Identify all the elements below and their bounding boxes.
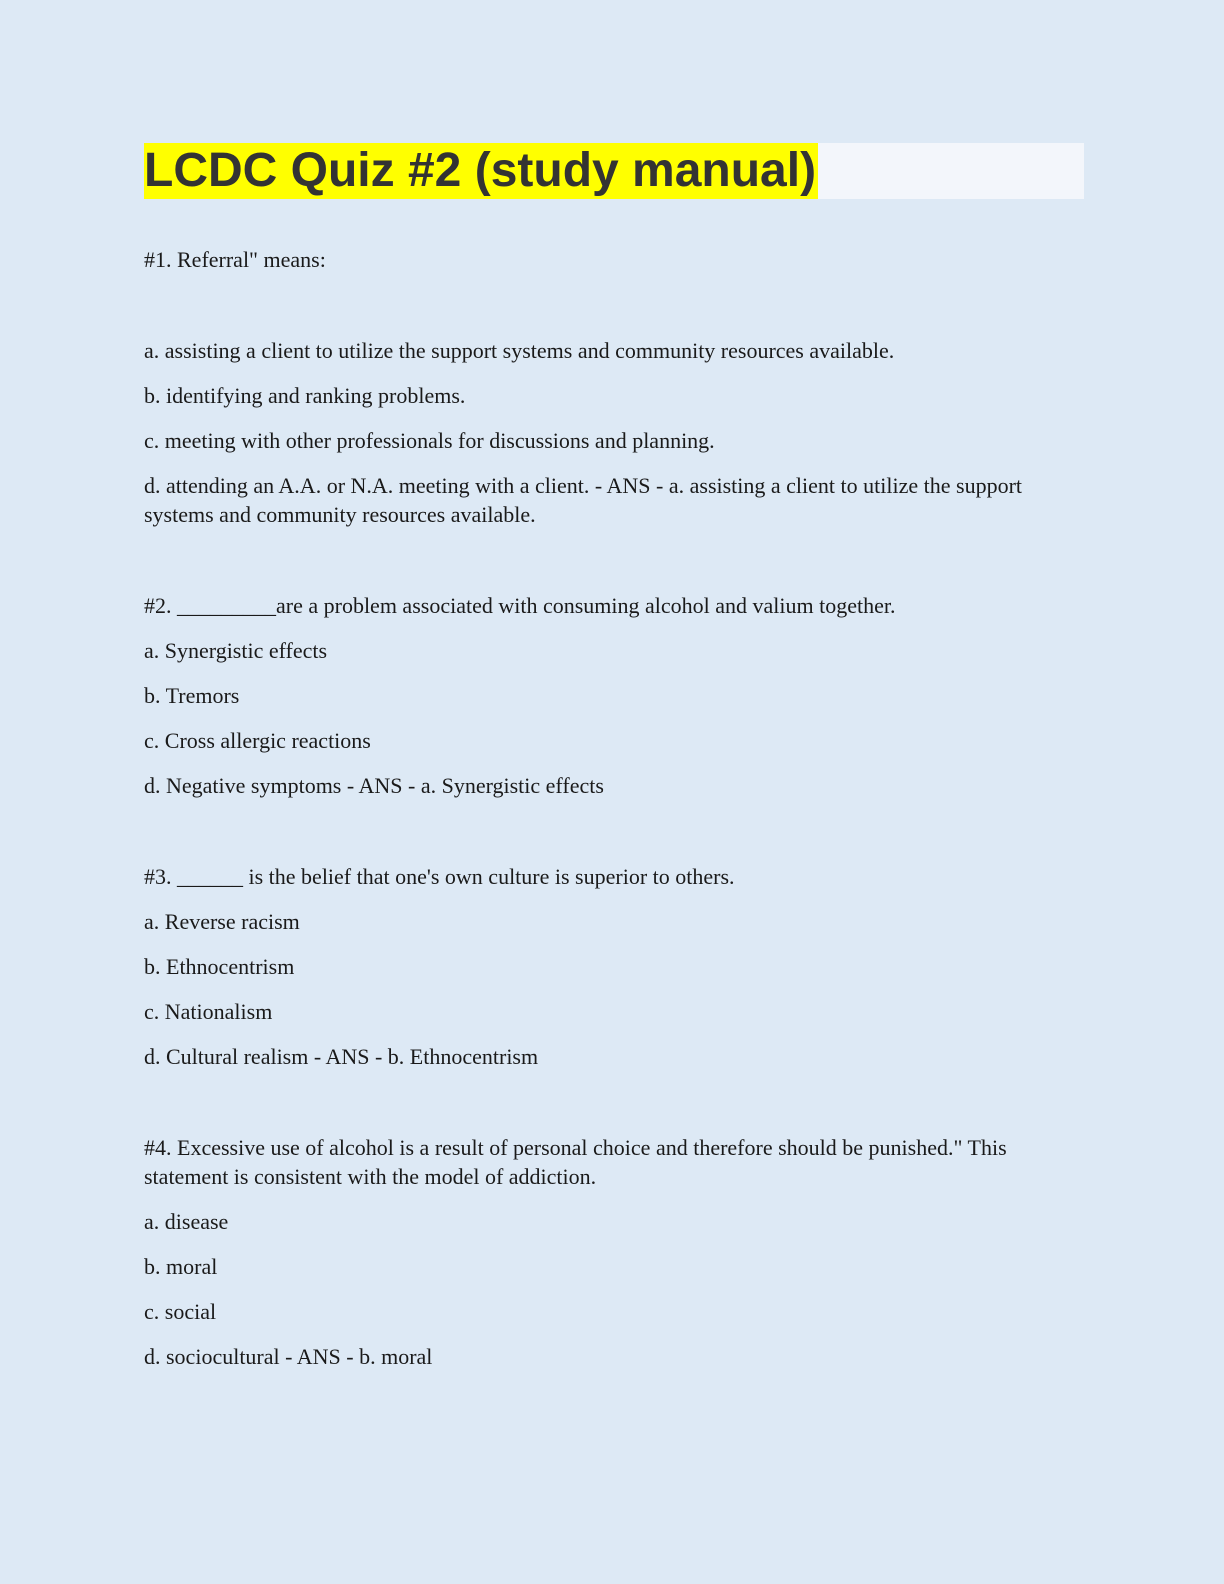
question-1 — [144, 245, 1084, 529]
question-3 — [144, 862, 1084, 1071]
answer-option-a: a. Reverse racism — [144, 909, 300, 934]
question-4 — [144, 1133, 1084, 1371]
answer-option-b: b. Tremors — [144, 683, 240, 708]
answer-option-c: c. social — [144, 1299, 217, 1324]
answer-option-a: a. assisting a client to utilize the support systems and community resources available. — [144, 338, 895, 363]
answer-option-d: d. sociocultural - ANS - b. moral — [144, 1344, 433, 1369]
answer-option-b: b. identifying and ranking problems. — [144, 383, 466, 408]
document-title: LCDC Quiz #2 (study manual) — [144, 144, 817, 197]
question-stem: #3. ______ is the belief that one's own culture is superior to others. — [144, 864, 735, 889]
answer-option-d: d. Cultural realism - ANS - b. Ethnocentrism — [144, 1044, 539, 1069]
answer-options — [144, 336, 1084, 529]
answer-option-c: c. meeting with other professionals for discussions and planning. — [144, 428, 715, 453]
answer-options — [144, 907, 1084, 1071]
question-stem: #2. _________are a problem associated with consuming alcohol and valium together. — [144, 593, 896, 618]
question-2 — [144, 591, 1084, 800]
document-page — [144, 143, 1084, 1371]
answer-options — [144, 1207, 1084, 1371]
answer-option-d: d. Negative symptoms - ANS - a. Synergistic effects — [144, 773, 604, 798]
answer-option-b: b. moral — [144, 1254, 218, 1279]
answer-option-d: d. attending an A.A. or N.A. meeting with a client. - ANS - a. assisting a client to utilize the support systems and community resources available. — [144, 473, 1023, 527]
answer-option-c: c. Nationalism — [144, 999, 273, 1024]
answer-options — [144, 636, 1084, 800]
answer-option-b: b. Ethnocentrism — [144, 954, 295, 979]
question-stem: #4. Excessive use of alcohol is a result of personal choice and therefore should be punished." This statement is consistent with the model of addiction. — [144, 1135, 1007, 1189]
title-bar — [144, 143, 1084, 199]
answer-option-a: a. disease — [144, 1209, 229, 1234]
answer-option-a: a. Synergistic effects — [144, 638, 328, 663]
question-stem: #1. Referral" means: — [144, 247, 326, 272]
answer-option-c: c. Cross allergic reactions — [144, 728, 371, 753]
